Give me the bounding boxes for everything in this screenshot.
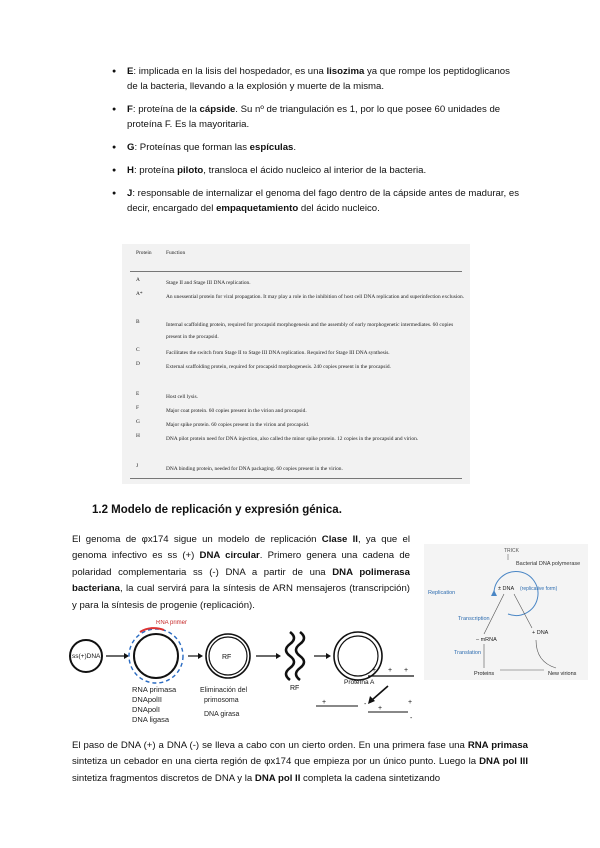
supercoiled-rf	[286, 632, 304, 680]
bullet-protein-j: ● J: responsable de internalizar el genoma del fago dentro de la cápside antes de madurar, es decir, encargado del empaquetamiento del ácido nucleico.	[112, 186, 522, 216]
replication-loop-arrow	[494, 572, 538, 616]
diagram-new-virions-label: New virions	[548, 671, 577, 677]
arrow-to-virions	[536, 640, 556, 668]
diagram-proteins-label: Proteins	[474, 671, 495, 677]
diagram-rf-label: ± DNA	[498, 586, 515, 592]
step-girasa: DNA girasa	[204, 711, 240, 718]
protein-a-arrowhead	[368, 696, 375, 704]
sign-6: +	[378, 705, 383, 712]
sign-1: +	[372, 667, 377, 674]
sign-8: -	[410, 715, 413, 722]
arrowhead-1	[124, 653, 129, 659]
protein-bullet-list	[112, 64, 522, 224]
table-header-protein: Protein	[136, 250, 152, 256]
replication-arrowhead	[491, 590, 497, 596]
replication-process-diagram	[68, 620, 420, 724]
arrowhead-3	[276, 653, 281, 659]
table-rule-bottom	[130, 478, 462, 479]
paragraph-replication-model: El genoma de φx174 sigue un modelo de replicación Clase II, ya que el genoma infectivo es ss (+) DNA circular. Primero genera una cadena de polaridad complementaria ss (-) DNA a partir de una DNA polimerasa bacteriana, la cual servirá para la síntesis de ARN mensajeros (transcripción) y para la síntesis de progenie (replicación).	[72, 534, 410, 611]
replication-cycle-diagram	[424, 544, 588, 680]
paragraph-dna-synthesis: El paso de DNA (+) a DNA (-) se lleva a cabo con un cierto orden. En una primera fase una RNA primasa sintetiza un cebador en una cierta región de φx174 que empieza por un único punto. Luego la DNA pol III sintetiza fragmentos discretos de DNA y la DNA pol II completa la cadena sintetizando	[72, 740, 529, 784]
diagram-mrna-label: – mRNA	[476, 637, 497, 643]
diagram-transcription-label: Transcription	[458, 616, 490, 622]
diagram-enzyme-label: Bacterial DNA polymerase	[516, 561, 581, 567]
step-elimination-1: Eliminación del	[200, 687, 248, 694]
ssdna-label: ss(+)DNA	[72, 653, 101, 660]
diagram-rf-note: (replicative form)	[520, 586, 558, 592]
enzyme-primasa: RNA primasa	[132, 685, 177, 694]
table-header-function: Function	[166, 250, 186, 256]
sign-4: +	[322, 699, 327, 706]
protein-a-arrow	[372, 686, 388, 700]
diagram-translation-label: Translation	[454, 650, 482, 656]
sign-2: +	[388, 667, 393, 674]
enzyme-ligasa: DNA ligasa	[132, 715, 170, 724]
protein-function-table: Protein Function A Stage II and Stage III DNA replication. A* An unessential protein for viral propagation. It may play a role in the inhibition of host cell DNA replication and superinfection exclusion. B Internal scaffolding protein, required for procapsid morphogenesis and the assembly of early morphogenetic intermediates. 60 copies present in the procapsid. C Facilitates the switch from Stage II to Stage III DNA replication. Required for Stage III DNA synthesis. D External scaffolding protein, required for procapsid morphogenesis. 240 copies present in the procapsid. E Host cell lysis. F Major coat protein. 60 copies present in the virion and procapsid. G Major spike protein. 60 copies present in the virion and procapsid. H DNA pilot protein need for DNA injection, also called the minor spike protein. 12 copies in the procapsid and virion. J DNA binding protein, needed for DNA packaging. 60 copies present in the virion.	[122, 244, 470, 484]
bullet-protein-f: ● F: proteína de la cápside. Su nº de triangulación es 1, por lo que posee 60 unidades de proteína F. Es la mayoritaria.	[112, 102, 522, 132]
diagram-replication-label: Replication	[428, 590, 456, 596]
rf2-label: RF	[290, 685, 300, 692]
diagram-top-label: TRICK	[504, 548, 519, 554]
enzyme-polIII: DNApolII	[132, 695, 163, 704]
section-heading: 1.2 Modelo de replicación y expresión génica.	[92, 504, 342, 516]
bullet-protein-e: ● E: implicada en la lisis del hospedador, es una lisozima ya que rompe los peptidoglicanos de la bacteria, llevando a la explosión y muerte de la misma.	[112, 64, 522, 94]
sign-5: -	[364, 701, 367, 708]
arrowhead-2	[198, 653, 203, 659]
sign-3: +	[404, 667, 409, 674]
diagram-minus-dna-label: + DNA	[532, 630, 549, 636]
table-rule-top	[130, 271, 462, 272]
arrow-to-mrna	[484, 594, 504, 634]
sign-7: +	[408, 699, 413, 706]
bullet-protein-h: ● H: proteína piloto, transloca el ácido nucleico al interior de la bacteria.	[112, 163, 522, 178]
protein-a-label: Proteína A	[344, 679, 375, 686]
primed-circle	[134, 634, 178, 678]
rf-label: RF	[222, 654, 232, 661]
step-elimination-2: primosoma	[204, 697, 239, 704]
new-strand-dashed	[129, 629, 183, 683]
rna-primer-label: RNA primer	[156, 620, 188, 626]
arrowhead-4	[326, 653, 331, 659]
enzyme-polI: DNApolI	[132, 705, 160, 714]
bullet-protein-g: ● G: Proteínas que forman las espículas.	[112, 140, 522, 155]
